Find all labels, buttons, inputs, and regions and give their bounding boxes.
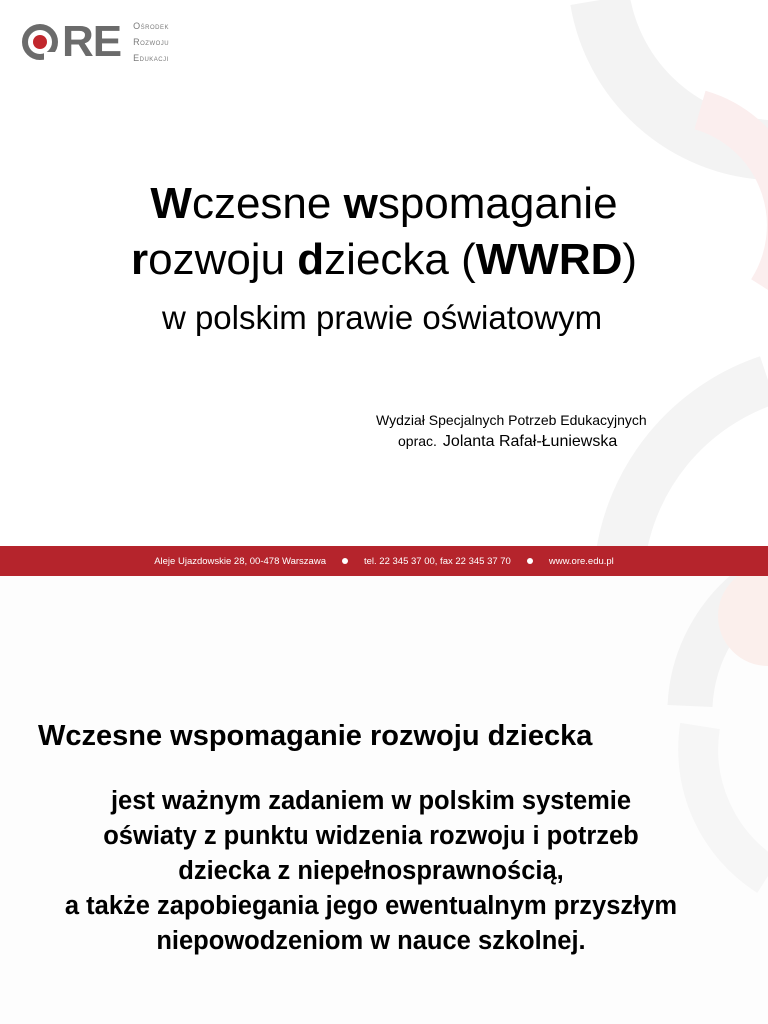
body-line: a także zapobiegania jego ewentualnym przyszłym [64, 892, 678, 920]
title-line-1 [0, 176, 768, 232]
footer-bar [0, 546, 768, 576]
footer-address: Aleje Ujazdowskie 28, 00-478 Warszawa [154, 555, 326, 567]
author-prefix: oprac. [398, 433, 437, 449]
title-initial-r: r [130, 235, 149, 284]
body-line: niepowodzeniom w nauce szkolnej. [156, 927, 586, 955]
title-initial-w: W [150, 179, 192, 228]
body-line: jest ważnym zadaniem w polskim systemie [110, 787, 632, 815]
author-name: Jolanta Rafał-Łuniewska [442, 433, 618, 450]
bullet-icon [342, 558, 348, 564]
body-line: dziecka z niepełnosprawnością, [178, 857, 564, 885]
slide-title [0, 176, 768, 288]
bullet-icon [527, 558, 533, 564]
body-line: oświaty z punktu widzenia rozwoju i potrzeb [103, 822, 639, 850]
logo-letters: RE [62, 17, 122, 66]
logo-line-1: Ośrodek [133, 21, 169, 31]
logo-line-2: Rozwoju [133, 37, 170, 47]
ore-ring-icon [20, 22, 60, 62]
title-acronym: WWRD [475, 235, 623, 284]
department: Wydział Specjalnych Potrzeb Edukacyjnych [376, 412, 647, 428]
title-text: czesne [191, 179, 344, 228]
slide-body [0, 784, 742, 959]
title-line-2 [0, 232, 768, 288]
author [398, 430, 617, 453]
title-initial-d: d [297, 235, 325, 284]
title-initial-w2: w [343, 179, 378, 228]
title-text: ozwoju [148, 235, 298, 284]
footer-web: www.ore.edu.pl [548, 555, 614, 567]
logo-subtitle [133, 18, 169, 66]
title-text: spomaganie [377, 179, 618, 228]
logo-line-3: Edukacji [133, 53, 169, 63]
slide-heading: Wczesne wspomaganie rozwoju dziecka [38, 720, 593, 752]
slide-subtitle: w polskim prawie oświatowym [161, 299, 603, 336]
content-slide [0, 576, 768, 1024]
title-text: ) [622, 235, 638, 284]
footer-phone: tel. 22 345 37 00, fax 22 345 37 70 [364, 555, 511, 567]
title-text: ziecka ( [324, 235, 476, 284]
ore-logo [20, 18, 169, 66]
